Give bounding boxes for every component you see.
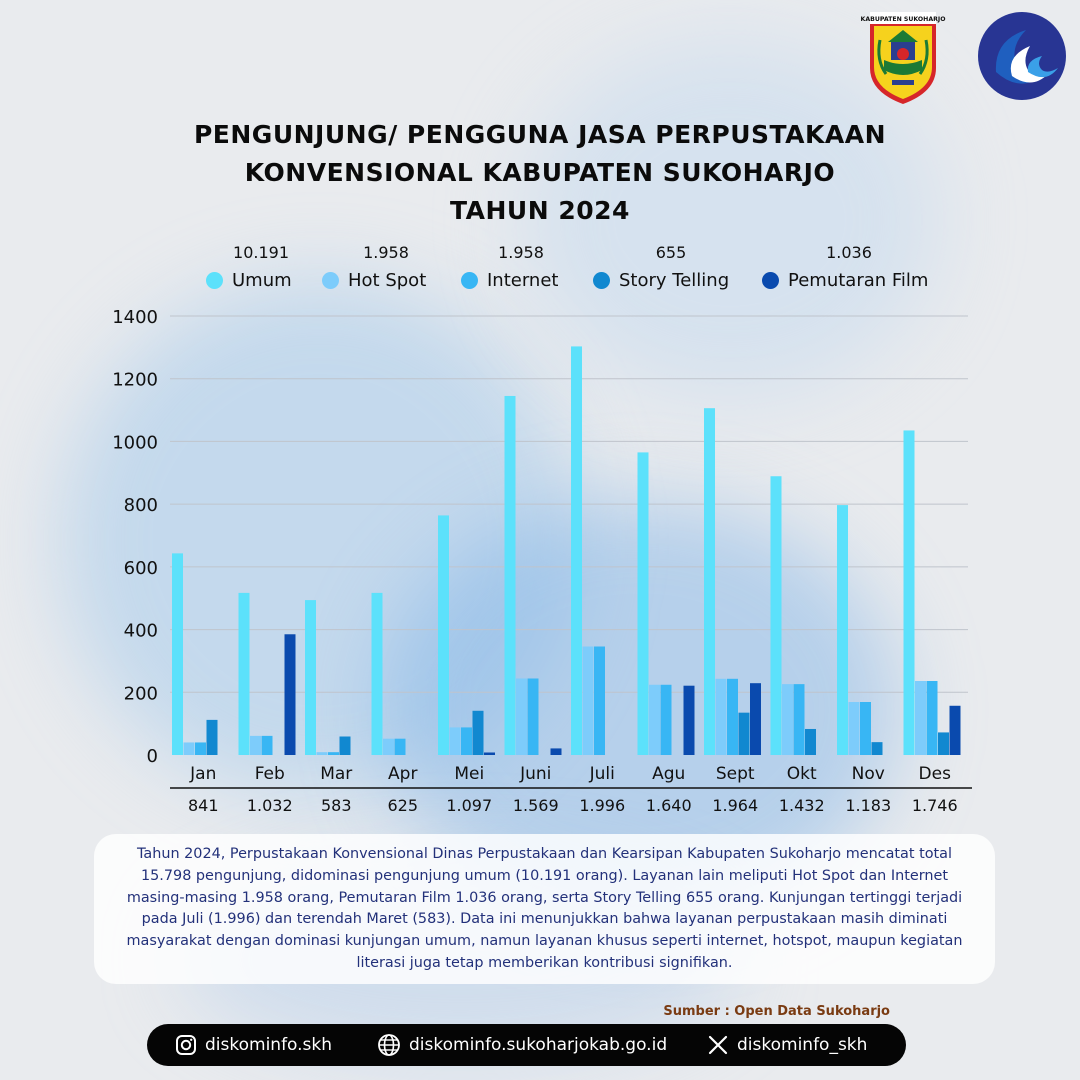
x-tick-label: Agu — [652, 764, 686, 784]
bar-umum — [904, 430, 915, 755]
legend-label-pemutaran: Pemutaran Film — [788, 270, 929, 291]
bar-hot-spot — [849, 702, 860, 755]
bar-umum — [771, 476, 782, 755]
bar-hot-spot — [250, 736, 261, 755]
bar-internet — [528, 678, 539, 755]
footer-bar — [147, 1024, 906, 1066]
bar-story-telling — [473, 711, 484, 755]
bar-story-telling — [872, 742, 883, 755]
bar-internet — [661, 685, 672, 755]
month-total-label: 1.432 — [778, 796, 825, 815]
bar-hot-spot — [184, 742, 195, 755]
bar-hot-spot — [782, 684, 793, 755]
title-line-2: KONVENSIONAL KABUPATEN SUKOHARJO — [244, 158, 836, 187]
legend-label-internet: Internet — [487, 270, 559, 291]
legend-label-umum: Umum — [232, 270, 292, 291]
bar-internet — [794, 684, 805, 755]
x-tick-label: Mar — [320, 764, 353, 784]
month-total-label: 625 — [387, 796, 419, 815]
x-tick-label: Mei — [454, 764, 485, 784]
x-tick-label: Juni — [520, 764, 552, 784]
x-tick-label: Apr — [388, 764, 418, 784]
bar-hot-spot — [516, 678, 527, 755]
legend-label-storytelling: Story Telling — [619, 270, 730, 291]
bar-story-telling — [805, 729, 816, 755]
x-tick-label: Jan — [190, 764, 217, 784]
bar-umum — [372, 593, 383, 755]
y-tick-label: 600 — [123, 557, 158, 579]
bar-hot-spot — [383, 739, 394, 755]
legend-total-hotspot: 1.958 — [363, 243, 409, 262]
month-total-label: 1.097 — [446, 796, 493, 815]
bar-pemutaran-film — [551, 748, 562, 755]
x-tick-label: Nov — [851, 764, 885, 784]
bar-internet — [328, 752, 339, 755]
month-total-label: 1.964 — [712, 796, 759, 815]
footer-x[interactable] — [707, 1034, 867, 1056]
bar-internet — [594, 647, 605, 755]
bar-umum — [305, 600, 316, 755]
bar-umum — [571, 346, 582, 755]
legend-total-storytelling: 655 — [655, 243, 687, 262]
bar-story-telling — [207, 720, 218, 755]
month-total-label: 1.183 — [845, 796, 892, 815]
bar-umum — [505, 396, 516, 755]
summary-text: Tahun 2024, Perpustakaan Konvensional Dinas Perpustakaan dan Kearsipan Kabupaten Sukoharjo mencatat total 15.798 pengunjung, didominasi pengunjung umum (10.191 orang). Layanan lain meliputi Hot Spot dan Internet masing-masing 1.958 orang, Pemutaran Film 1.036 orang, serta Story Telling 655 orang. Kunjungan tertinggi terjadi pada Juli (1.996) dan terendah Maret (583). Data ini menunjukkan bahwa layanan perpustakaan masih diminati masyarakat dengan dominasi kunjungan umum, namun layanan khusus seperti internet, hotspot, maupun kegiatan literasi juga tetap memberikan kontribusi signifikan. — [126, 846, 963, 971]
bar-internet — [195, 742, 206, 755]
bar-umum — [704, 408, 715, 755]
x-tick-label: Okt — [786, 764, 817, 784]
bar-hot-spot — [450, 727, 461, 755]
y-tick-label: 200 — [123, 683, 158, 705]
bar-pemutaran-film — [950, 706, 961, 755]
x-tick-label: Juli — [589, 764, 615, 784]
bar-story-telling — [739, 713, 750, 755]
legend-total-internet: 1.958 — [498, 243, 544, 262]
bar-pemutaran-film — [484, 752, 495, 755]
bar-internet — [927, 681, 938, 755]
bar-internet — [461, 727, 472, 755]
bar-pemutaran-film — [684, 686, 695, 755]
title-line-1: PENGUNJUNG/ PENGGUNA JASA PERPUSTAKAAN — [193, 120, 887, 149]
footer-website[interactable] — [377, 1033, 667, 1057]
bar-umum — [239, 593, 250, 755]
bar-story-telling — [340, 736, 351, 755]
website-url: diskominfo.sukoharjokab.go.id — [409, 1035, 668, 1055]
instagram-handle: diskominfo.skh — [205, 1035, 333, 1055]
y-tick-label: 400 — [123, 620, 158, 642]
bar-umum — [837, 505, 848, 755]
x-tick-label: Feb — [254, 764, 285, 784]
summary-box — [94, 834, 995, 984]
bar-hot-spot — [716, 679, 727, 755]
bar-internet — [262, 736, 273, 755]
month-total-label: 1.996 — [579, 796, 626, 815]
bar-internet — [860, 702, 871, 755]
regency-logo-text: KABUPATEN SUKOHARJO — [860, 16, 946, 23]
legend-total-umum: 10.191 — [233, 243, 289, 262]
footer-instagram[interactable] — [175, 1034, 332, 1056]
x-tick-label: Sept — [715, 764, 755, 784]
bar-pemutaran-film — [750, 683, 761, 755]
y-tick-label: 0 — [146, 746, 158, 767]
bar-hot-spot — [317, 752, 328, 755]
y-tick-label: 800 — [123, 495, 158, 517]
bar-umum — [438, 515, 449, 755]
globe-icon — [377, 1033, 401, 1057]
bar-hot-spot — [915, 681, 926, 755]
x-icon — [707, 1034, 729, 1056]
bar-internet — [727, 679, 738, 755]
x-tick-label: Des — [918, 764, 951, 784]
month-total-label: 583 — [320, 796, 352, 815]
y-tick-label: 1400 — [112, 307, 158, 328]
y-tick-label: 1000 — [112, 432, 158, 454]
instagram-icon — [175, 1034, 197, 1056]
bar-hot-spot — [583, 647, 594, 755]
title-line-3: TAHUN 2024 — [450, 196, 630, 225]
bar-umum — [172, 553, 183, 755]
bar-internet — [395, 739, 406, 755]
bar-story-telling — [938, 732, 949, 755]
month-total-label: 841 — [187, 796, 219, 815]
month-total-label: 1.640 — [645, 796, 692, 815]
legend-total-pemutaran: 1.036 — [826, 243, 872, 262]
month-total-label: 1.032 — [246, 796, 293, 815]
source-label: Sumber : Open Data Sukoharjo — [663, 1004, 890, 1019]
bar-pemutaran-film — [285, 634, 296, 755]
month-total-label: 1.569 — [512, 796, 559, 815]
y-tick-label: 1200 — [112, 369, 158, 391]
x-handle: diskominfo_skh — [737, 1035, 868, 1055]
bar-hot-spot — [649, 685, 660, 755]
bar-umum — [638, 452, 649, 755]
legend-label-hotspot: Hot Spot — [348, 270, 427, 291]
month-total-label: 1.746 — [911, 796, 958, 815]
